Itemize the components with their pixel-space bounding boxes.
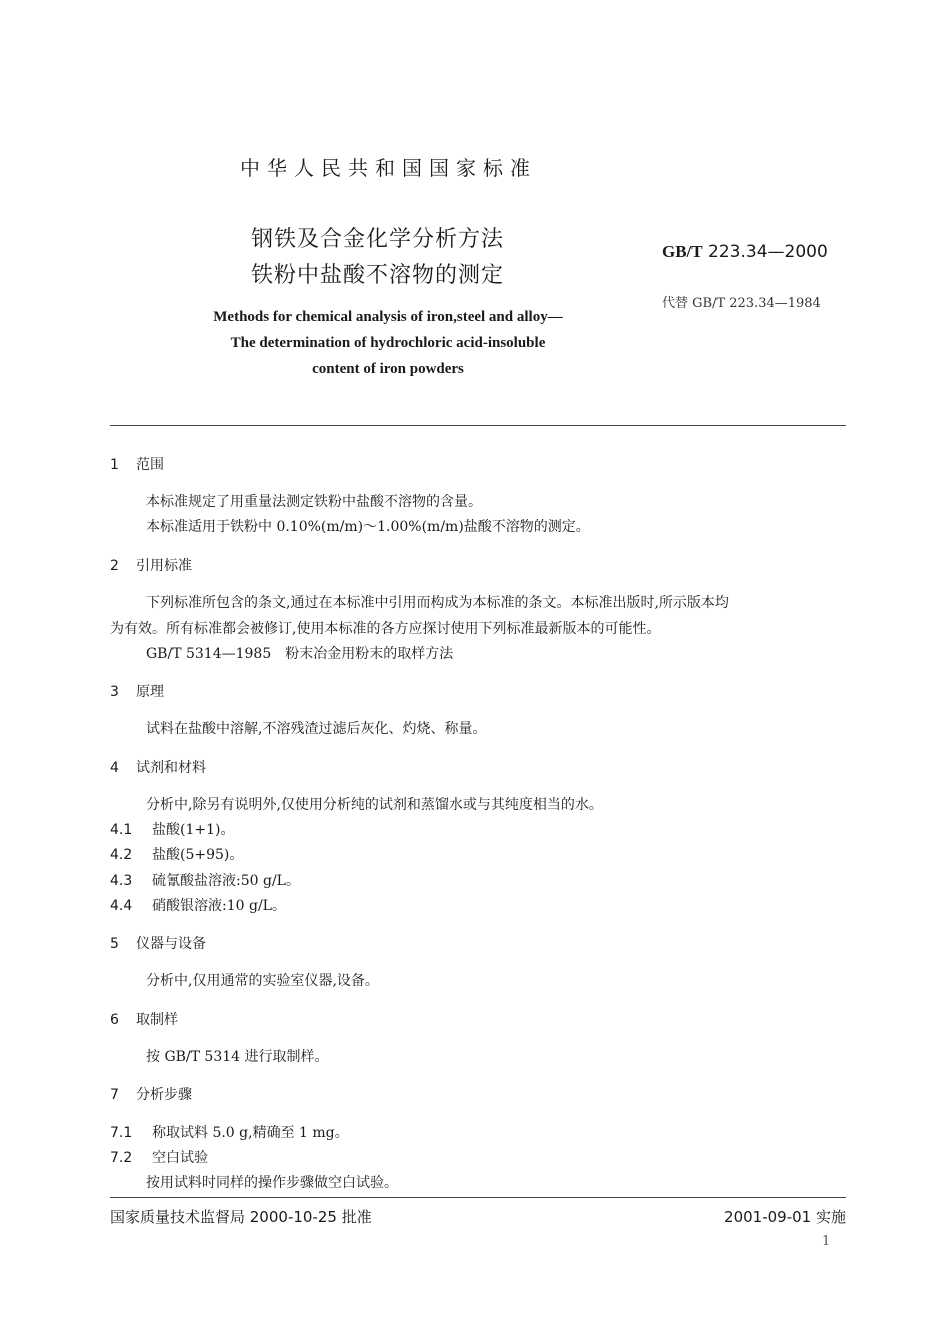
subsection-text: 盐酸(1+1)。 [152, 822, 235, 838]
section-heading [110, 555, 192, 575]
subsection-number: 4.4 [110, 898, 133, 914]
section-title: 分析步骤 [136, 1087, 192, 1103]
normative-reference: GB/T 5314—1985 粉末冶金用粉末的取样方法 [146, 646, 454, 662]
english-title-line-1: Methods for chemical analysis of iron,steel and alloy— [213, 309, 563, 325]
subsection [110, 895, 286, 915]
section-number: 3 [110, 684, 119, 700]
paragraph: 分析中,除另有说明外,仅使用分析纯的试剂和蒸馏水或与其纯度相当的水。 [146, 797, 603, 813]
section-heading [110, 681, 164, 701]
code-number: 223.34—2000 [708, 242, 828, 262]
paragraph: 按用试料时同样的操作步骤做空白试验。 [146, 1175, 398, 1191]
header-divider [110, 425, 846, 426]
subsection [110, 819, 234, 839]
section-number: 1 [110, 457, 119, 473]
national-standard-label: 中华人民共和国国家标准 [240, 156, 537, 180]
section-number: 2 [110, 558, 119, 574]
section-number: 4 [110, 760, 119, 776]
section-heading [110, 757, 206, 777]
section-number: 5 [110, 936, 119, 952]
subsection-number: 7.1 [110, 1125, 133, 1141]
subsection-text: 硝酸银溶液:10 g/L。 [152, 898, 286, 914]
subsection [110, 1147, 208, 1167]
subsection-number: 4.3 [110, 873, 133, 889]
paragraph: 分析中,仅用通常的实验室仪器,设备。 [146, 973, 379, 989]
footer-divider [110, 1197, 846, 1198]
section-number: 7 [110, 1087, 119, 1103]
paragraph: 本标准适用于铁粉中 0.10%(m/m)～1.00%(m/m)盐酸不溶物的测定。 [146, 519, 590, 535]
section-heading [110, 454, 164, 474]
subsection-number: 4.1 [110, 822, 133, 838]
section-number: 6 [110, 1012, 119, 1028]
paragraph: 按 GB/T 5314 进行取制样。 [146, 1049, 329, 1065]
paragraph-line: 为有效。所有标准都会被修订,使用本标准的各方应探讨使用下列标准最新版本的可能性。 [110, 621, 661, 637]
section-title: 取制样 [136, 1012, 178, 1028]
page-number: 1 [822, 1234, 831, 1249]
approval-date: 国家质量技术监督局 2000-10-25 批准 [110, 1208, 372, 1226]
section-heading [110, 933, 206, 953]
section-title: 范围 [136, 457, 164, 473]
subsection-number: 7.2 [110, 1150, 133, 1166]
section-title: 引用标准 [136, 558, 192, 574]
standard-code [662, 242, 828, 262]
subsection [110, 844, 243, 864]
paragraph-line: 下列标准所包含的条文,通过在本标准中引用而构成为本标准的条文。本标准出版时,所示版本均 [146, 595, 729, 611]
section-heading [110, 1084, 192, 1104]
subsection-text: 硫氰酸盐溶液:50 g/L。 [152, 873, 300, 889]
section-heading [110, 1009, 178, 1029]
subsection-text: 称取试料 5.0 g,精确至 1 mg。 [152, 1125, 349, 1141]
section-title: 仪器与设备 [136, 936, 206, 952]
replaces-standard: 代替 GB/T 223.34—1984 [662, 296, 821, 311]
effective-date: 2001-09-01 实施 [724, 1208, 846, 1226]
section-title: 原理 [136, 684, 164, 700]
document-title-line-2: 铁粉中盐酸不溶物的测定 [251, 263, 505, 288]
subsection [110, 1122, 349, 1142]
document-title-line-1: 钢铁及合金化学分析方法 [251, 227, 505, 252]
subsection-number: 4.2 [110, 847, 133, 863]
subsection-text: 空白试验 [152, 1150, 208, 1166]
section-title: 试剂和材料 [136, 760, 206, 776]
subsection [110, 870, 300, 890]
english-title-line-3: content of iron powders [312, 361, 464, 377]
english-title-line-2: The determination of hydrochloric acid-insoluble [230, 335, 546, 351]
subsection-text: 盐酸(5+95)。 [152, 847, 244, 863]
paragraph: 试料在盐酸中溶解,不溶残渣过滤后灰化、灼烧、称量。 [146, 721, 487, 737]
code-prefix: GB/T [662, 242, 703, 261]
paragraph: 本标准规定了用重量法测定铁粉中盐酸不溶物的含量。 [146, 494, 482, 510]
